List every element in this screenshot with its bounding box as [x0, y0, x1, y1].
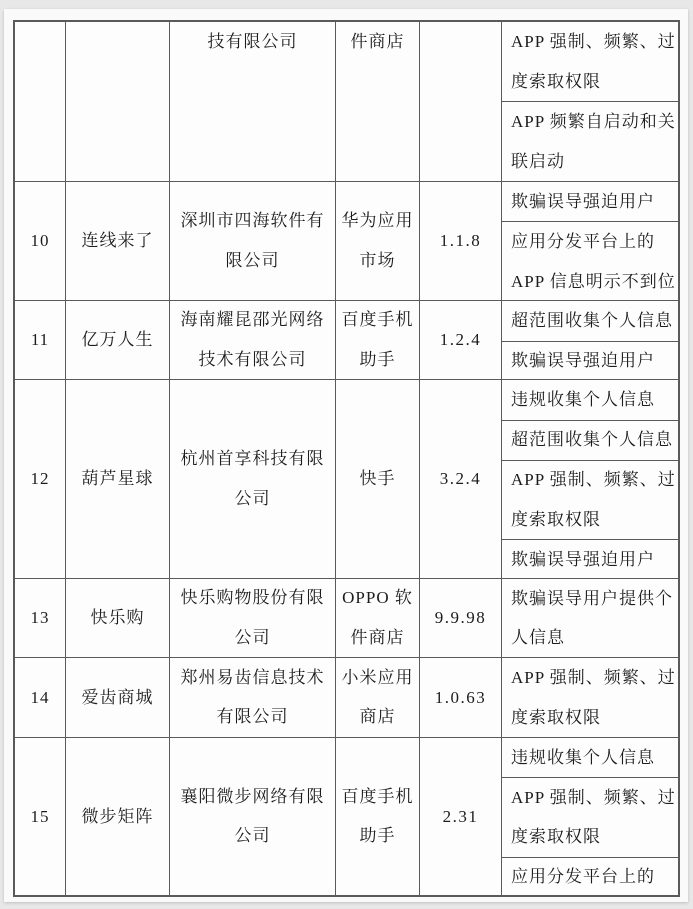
row-index-cell: [15, 22, 65, 181]
issue-item: [502, 579, 678, 657]
text-line: 11: [30, 330, 50, 350]
text-line: 公司: [234, 489, 271, 509]
row-index-cell: [15, 380, 65, 578]
text-line: 技有限公司: [207, 32, 298, 51]
row-index-cell: [15, 182, 65, 300]
company-cell: [169, 380, 335, 578]
text-line: 快乐购物股份有限: [180, 588, 325, 608]
text-line: APP 频繁自启动和关: [511, 111, 676, 131]
text-line: 限公司: [225, 250, 280, 270]
issue-item: [502, 341, 678, 380]
text-line: 度索取权限: [511, 509, 601, 529]
text-line: APP 强制、频繁、过: [511, 32, 676, 51]
issue-item: [502, 182, 678, 222]
row-index-cell: [15, 579, 65, 657]
text-line: 9.9.98: [434, 608, 487, 628]
text-line: 2.31: [442, 806, 479, 826]
issue-item: [502, 22, 678, 101]
issue-item: [502, 539, 678, 578]
table-row: [15, 300, 678, 379]
text-line: 超范围收集个人信息: [511, 430, 673, 450]
company-cell: [169, 738, 335, 896]
version-cell: [419, 182, 501, 300]
text-line: 违规收集个人信息: [511, 390, 655, 410]
text-line: APP 信息明示不到位: [511, 271, 676, 291]
text-line: 快手: [359, 469, 396, 489]
store-cell: [335, 182, 419, 300]
table-row: [15, 22, 678, 181]
text-line: 人信息: [511, 628, 565, 648]
app-name-cell: [65, 301, 169, 379]
store-cell: [335, 22, 419, 181]
text-line: 助手: [359, 350, 396, 370]
text-line: 3.2.4: [439, 469, 482, 489]
text-line: 华为应用: [341, 211, 414, 231]
text-line: 深圳市四海软件有: [180, 211, 325, 231]
issues-cell: [501, 658, 678, 736]
text-line: 欺骗误导强迫用户: [511, 549, 655, 569]
text-line: 爱齿商城: [81, 687, 154, 707]
text-line: 葫芦星球: [81, 469, 154, 489]
company-cell: [169, 182, 335, 300]
row-index-cell: [15, 658, 65, 736]
app-name-cell: [65, 579, 169, 657]
text-line: 百度手机: [341, 786, 414, 806]
version-cell: [419, 22, 501, 181]
text-line: 欺骗误导用户提供个: [511, 588, 673, 608]
issue-item: [502, 658, 678, 736]
text-line: 杭州首享科技有限: [180, 449, 325, 469]
table-row: [15, 657, 678, 736]
company-cell: [169, 22, 335, 181]
text-line: 应用分发平台上的: [511, 867, 655, 887]
text-line: 商店: [359, 707, 396, 727]
text-line: APP 强制、频繁、过: [511, 787, 676, 807]
app-name-cell: [65, 182, 169, 300]
issue-item: [502, 221, 678, 299]
text-line: 13: [30, 608, 50, 628]
version-cell: [419, 579, 501, 657]
text-line: 亿万人生: [81, 330, 154, 350]
row-index-cell: [15, 301, 65, 379]
text-line: APP 强制、频繁、过: [511, 470, 676, 490]
issue-item: [502, 857, 678, 896]
issue-item: [502, 101, 678, 180]
version-cell: [419, 301, 501, 379]
text-line: 襄阳微步网络有限: [180, 786, 325, 806]
text-line: 12: [30, 469, 50, 489]
store-cell: [335, 658, 419, 736]
table-row: [15, 578, 678, 657]
text-line: 市场: [359, 250, 396, 270]
app-name-cell: [65, 22, 169, 181]
issue-item: [502, 738, 678, 778]
app-name-cell: [65, 658, 169, 736]
text-line: 公司: [234, 627, 271, 647]
text-line: 公司: [234, 826, 271, 846]
issues-cell: [501, 22, 678, 181]
text-line: 1.1.8: [439, 231, 482, 250]
text-line: 1.0.63: [434, 687, 487, 707]
app-violations-table: [13, 20, 680, 897]
issues-cell: [501, 579, 678, 657]
store-cell: [335, 301, 419, 379]
text-line: 度索取权限: [511, 827, 601, 847]
store-cell: [335, 579, 419, 657]
store-cell: [335, 380, 419, 578]
text-line: 技术有限公司: [198, 350, 307, 370]
issues-cell: [501, 301, 678, 379]
text-line: 欺骗误导强迫用户: [511, 351, 655, 371]
table-row: [15, 379, 678, 578]
text-line: 海南耀昆邵光网络: [180, 310, 325, 330]
text-line: 郑州易齿信息技术: [180, 667, 325, 687]
text-line: 1.2.4: [439, 330, 482, 350]
issue-item: [502, 301, 678, 341]
text-line: 快乐购: [90, 608, 145, 628]
version-cell: [419, 738, 501, 896]
text-line: 微步矩阵: [81, 806, 154, 826]
text-line: 10: [30, 231, 50, 250]
issue-item: [502, 420, 678, 460]
table-row: [15, 181, 678, 300]
row-index-cell: [15, 738, 65, 896]
table-row: [15, 737, 678, 896]
text-line: 应用分发平台上的: [511, 232, 655, 251]
text-line: 欺骗误导强迫用户: [511, 191, 655, 211]
document-page: [4, 9, 688, 902]
text-line: APP 强制、频繁、过: [511, 668, 676, 688]
issue-item: [502, 380, 678, 420]
issue-item: [502, 460, 678, 539]
text-line: 14: [30, 687, 50, 707]
company-cell: [169, 301, 335, 379]
text-line: 度索取权限: [511, 707, 601, 727]
issues-cell: [501, 182, 678, 300]
text-line: OPPO 软: [342, 588, 413, 608]
issues-cell: [501, 738, 678, 896]
text-line: 件商店: [350, 627, 405, 647]
store-cell: [335, 738, 419, 896]
text-line: 有限公司: [216, 707, 289, 727]
version-cell: [419, 658, 501, 736]
text-line: 件商店: [350, 32, 405, 51]
issue-item: [502, 777, 678, 856]
company-cell: [169, 658, 335, 736]
issues-cell: [501, 380, 678, 578]
app-name-cell: [65, 380, 169, 578]
version-cell: [419, 380, 501, 578]
text-line: 连线来了: [81, 231, 154, 250]
text-line: 联启动: [511, 151, 565, 171]
text-line: 百度手机: [341, 310, 414, 330]
text-line: 超范围收集个人信息: [511, 310, 673, 330]
company-cell: [169, 579, 335, 657]
text-line: 助手: [359, 826, 396, 846]
text-line: 违规收集个人信息: [511, 747, 655, 767]
text-line: 小米应用: [341, 667, 414, 687]
text-line: 15: [30, 806, 50, 826]
text-line: 度索取权限: [511, 71, 601, 91]
app-name-cell: [65, 738, 169, 896]
